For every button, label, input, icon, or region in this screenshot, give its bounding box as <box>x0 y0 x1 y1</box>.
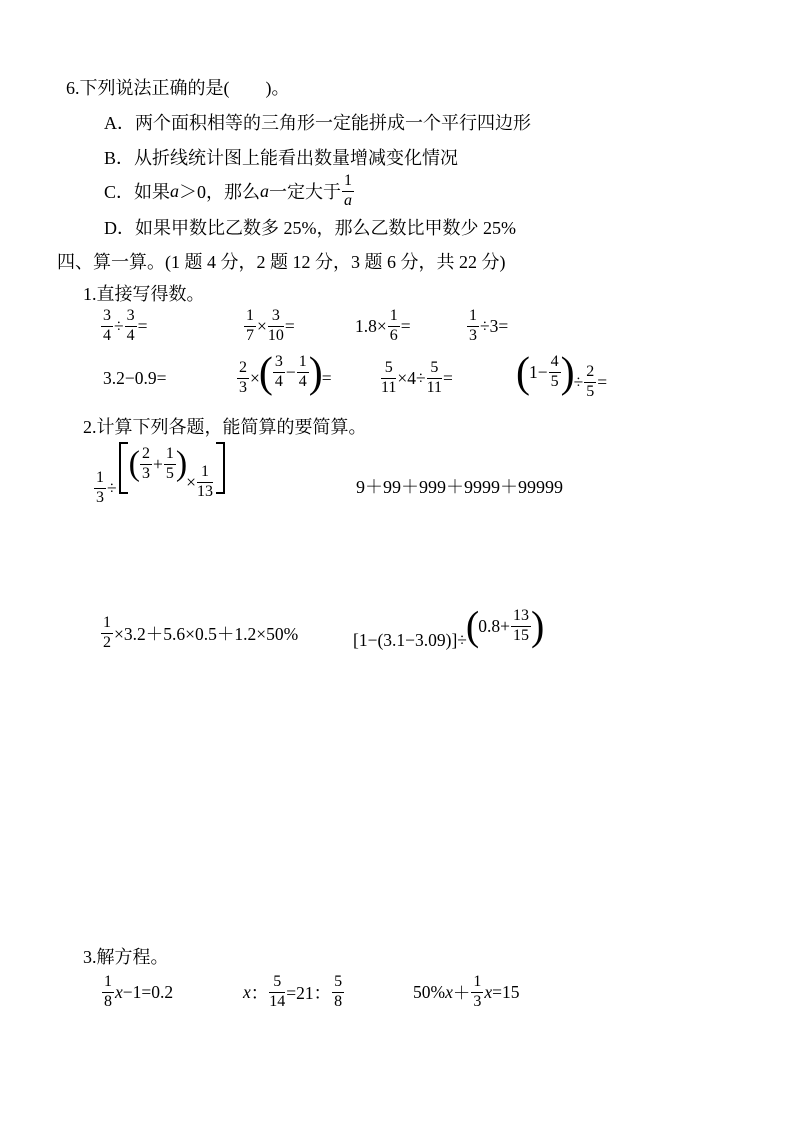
calc2-item1: $\frac{1}{3}$ ÷ ( $\frac{2}{3}$ + $\frac{1}{5}$ ) × $\frac{1}{13}$ <box>93 441 227 507</box>
equation-item2: x ： $\frac{5}{14}$ =21： $\frac{5}{8}$ <box>243 972 343 1010</box>
calc1-row2-item2: $\frac{2}{3}$ × ( $\frac{3}{4}$ − $\frac{1}{4}$ ) = <box>239 348 332 397</box>
calc1-row2-item3: $\frac{5}{11}$ ×4÷ $\frac{5}{11}$ = <box>381 359 453 396</box>
question-6-stem: 6.下列说法正确的是( )。 <box>66 78 290 98</box>
question-6-option-a: A．两个面积相等的三角形一定能拼成一个平行四边形 <box>104 113 531 133</box>
calc1-row1-item1: $\frac{3}{4}$ ÷ $\frac{3}{4}$ = <box>103 306 148 344</box>
calc1-row2-item1: 3.2−0.9= <box>103 368 167 388</box>
question-6-option-d: D．如果甲数比乙数多 25%，那么乙数比甲数少 25% <box>104 218 516 238</box>
calc1-row1-item2: $\frac{1}{7}$ × $\frac{3}{10}$ = <box>246 306 295 344</box>
calc1-row2-item4: ( 1− $\frac{4}{5}$ ) ÷ $\frac{2}{5}$ = <box>516 348 608 400</box>
question-6-option-b: B．从折线统计图上能看出数量增减变化情况 <box>104 148 459 168</box>
part3-label: 3.解方程。 <box>83 947 169 967</box>
calc2-item3: $\frac{1}{2}$ ×3.2＋5.6×0.5＋1.2×50% <box>103 613 299 651</box>
part1-label: 1.直接写得数。 <box>83 284 205 304</box>
equation-item1: $\frac{1}{8}$ x −1=0.2 <box>104 972 174 1010</box>
equation-item3: 50% x ＋ $\frac{1}{3}$ x =15 <box>413 972 520 1010</box>
part2-label: 2.计算下列各题，能简算的要简算。 <box>83 417 367 437</box>
calc2-item2: 9＋99＋999＋9999＋99999 <box>356 477 563 497</box>
calc1-row1-item3: 1.8× $\frac{1}{6}$ = <box>355 306 411 344</box>
question-6-option-c: C．如果 a ＞0，那么 a 一定大于 $\frac{1}{a}$ <box>104 171 353 209</box>
calc1-row1-item4: $\frac{1}{3}$ ÷3= <box>469 306 509 344</box>
calc2-item4: [1−(3.1−3.09)]÷ ( 0.8+ $\frac{13}{15}$ ) <box>353 602 545 650</box>
section-4-header: 四、算一算。(1 题 4 分，2 题 12 分，3 题 6 分，共 22 分) <box>57 252 506 272</box>
